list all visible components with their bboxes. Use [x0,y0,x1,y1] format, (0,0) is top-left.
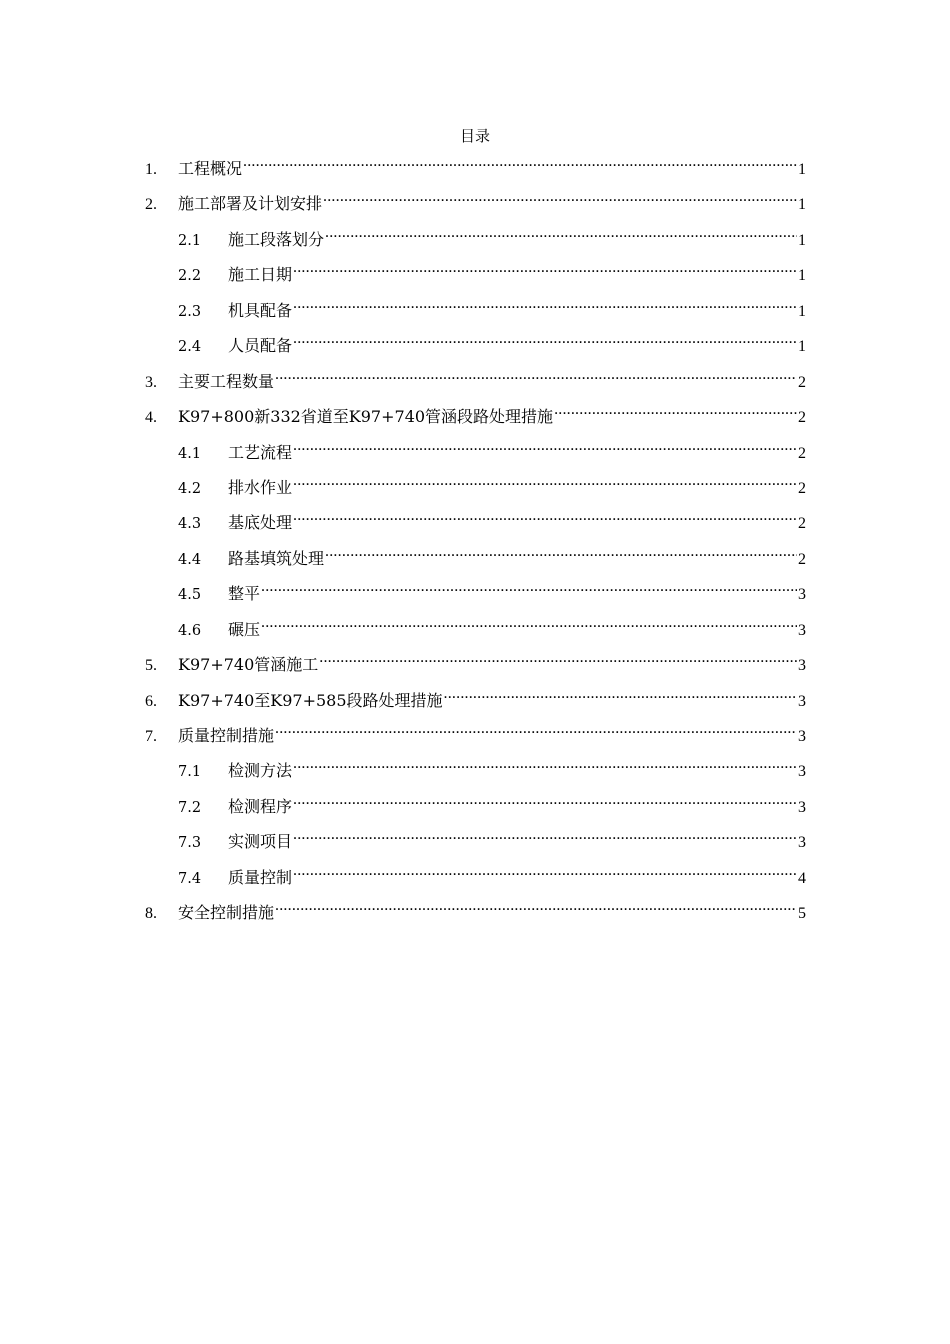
toc-entry-number: 4.1 [178,445,202,462]
toc-entry-7[interactable] [145,717,806,752]
toc-entry-number: 2. [145,196,157,214]
toc-entry-label: 施工部署及计划安排 [178,194,323,214]
toc-entry-4-1[interactable] [145,434,806,469]
toc-entry-number: 3. [145,373,157,391]
toc-entry-2-1[interactable] [145,221,806,256]
toc-entry-label: K97+800新332省道至K97+740管涵段路处理措施 [178,407,554,427]
toc-dot-leader [274,894,797,918]
toc-entry-page-number: 1 [798,161,806,178]
toc-entry-label: 检测程序 [228,796,293,816]
toc-entry-2-3[interactable] [145,292,806,327]
toc-dot-leader [274,717,797,741]
toc-entry-label: 路基填筑处理 [228,548,325,568]
toc-dot-leader [292,823,797,847]
toc-entry-label: 实测项目 [228,832,293,852]
toc-entry-label: 人员配备 [228,336,293,356]
toc-entry-number: 6. [145,692,157,710]
toc-entry-number: 4.3 [178,516,202,533]
toc-entry-number: 5. [145,657,157,675]
toc-entry-4-5[interactable] [145,575,806,610]
toc-entry-label: 排水作业 [228,477,293,497]
table-of-contents [145,150,806,930]
toc-title: 目录 [459,127,490,145]
toc-entry-page-number: 1 [798,231,806,249]
toc-entry-7-3[interactable] [145,823,806,858]
toc-entry-label: K97+740管涵施工 [178,655,319,675]
toc-entry-page-number: 1 [798,196,806,214]
toc-entry-page-number: 2 [798,373,806,391]
toc-dot-leader [318,646,797,670]
toc-entry-number: 2.2 [178,268,202,285]
toc-entry-2[interactable] [145,185,806,220]
toc-dot-leader [260,611,797,635]
toc-entry-3[interactable] [145,363,806,398]
toc-entry-page-number: 2 [798,515,806,533]
toc-entry-page-number: 3 [798,763,806,781]
toc-entry-8[interactable] [145,894,806,929]
toc-entry-page-number: 2 [798,409,806,427]
toc-entry-label: 整平 [228,584,261,604]
toc-dot-leader [274,363,797,387]
toc-entry-page-number: 1 [798,338,806,356]
toc-entry-number: 4.6 [178,622,202,639]
toc-entry-2-2[interactable] [145,256,806,291]
toc-entry-page-number: 3 [798,621,806,639]
toc-entry-number: 4. [145,409,157,427]
toc-dot-leader [443,682,797,706]
toc-dot-leader [324,540,797,564]
toc-entry-7-4[interactable] [145,859,806,894]
toc-entry-label: 基底处理 [228,513,293,533]
toc-dot-leader [553,398,797,422]
toc-entry-5[interactable] [145,646,806,681]
toc-entry-page-number: 2 [798,444,806,462]
toc-dot-leader [292,788,797,812]
toc-entry-1[interactable] [145,150,806,185]
toc-entry-number: 8. [145,905,157,923]
toc-entry-number: 7.4 [178,870,202,887]
toc-entry-number: 2.3 [178,303,202,320]
toc-entry-2-4[interactable] [145,327,806,362]
toc-entry-number: 4.5 [178,587,202,604]
toc-dot-leader [292,469,797,493]
toc-entry-7-2[interactable] [145,788,806,823]
toc-entry-page-number: 1 [798,267,806,285]
toc-entry-page-number: 4 [798,869,806,887]
toc-entry-label: 施工日期 [228,265,293,285]
toc-entry-label: 安全控制措施 [178,903,275,923]
toc-entry-number: 7. [145,728,157,745]
toc-entry-4-2[interactable] [145,469,806,504]
toc-dot-leader [292,504,797,528]
toc-entry-page-number: 1 [798,302,806,320]
toc-entry-page-number: 3 [798,798,806,816]
toc-entry-label: 主要工程数量 [178,371,275,391]
toc-entry-7-1[interactable] [145,752,806,787]
toc-entry-page-number: 3 [798,586,806,604]
toc-entry-number: 4.4 [178,551,202,568]
toc-dot-leader [292,859,797,883]
toc-entry-label: 机具配备 [228,300,293,320]
toc-entry-number: 2.4 [178,339,202,356]
toc-entry-label: 检测方法 [228,761,293,781]
toc-entry-number: 7.2 [178,799,202,816]
toc-entry-number: 4.2 [178,480,202,497]
toc-entry-4-3[interactable] [145,504,806,539]
toc-dot-leader [292,292,797,316]
toc-entry-label: 施工段落划分 [228,229,325,249]
toc-entry-label: 质量控制 [228,867,293,887]
toc-entry-label: 碾压 [228,619,261,639]
toc-entry-page-number: 3 [798,728,806,745]
toc-entry-label: K97+740至K97+585段路处理措施 [178,690,443,710]
toc-entry-number: 7.1 [178,764,202,781]
toc-entry-label: 工程概况 [178,159,243,178]
toc-dot-leader [322,185,797,209]
toc-entry-number: 1. [145,161,157,178]
toc-entry-page-number: 3 [798,692,806,710]
toc-entry-page-number: 2 [798,479,806,497]
toc-dot-leader [260,575,797,599]
toc-dot-leader [324,221,797,245]
toc-entry-page-number: 3 [798,657,806,675]
toc-entry-6[interactable] [145,682,806,717]
toc-entry-page-number: 3 [798,834,806,852]
toc-entry-4[interactable] [145,398,806,433]
toc-entry-label: 工艺流程 [228,442,293,462]
toc-entry-4-6[interactable] [145,611,806,646]
toc-entry-page-number: 5 [798,905,806,923]
toc-dot-leader [242,150,797,174]
toc-entry-page-number: 2 [798,550,806,568]
toc-dot-leader [292,434,797,458]
toc-dot-leader [292,327,797,351]
toc-dot-leader [292,752,797,776]
toc-entry-label: 质量控制措施 [178,726,275,745]
toc-entry-number: 7.3 [178,835,202,852]
toc-entry-number: 2.1 [178,232,202,249]
toc-entry-4-4[interactable] [145,540,806,575]
toc-dot-leader [292,256,797,280]
